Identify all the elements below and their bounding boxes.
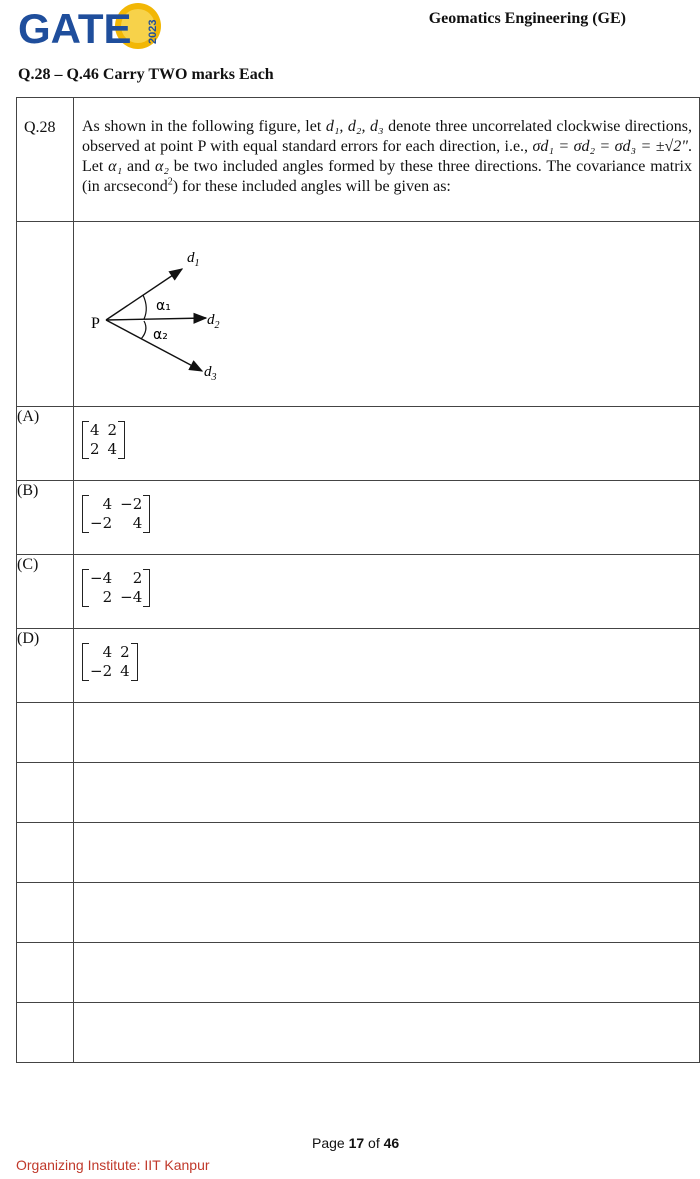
- option-row-d: [17, 629, 700, 703]
- option-label-d: (D): [17, 629, 74, 703]
- alpha1-arc: [143, 295, 146, 319]
- matrix-c: −4 2 2 −4: [82, 569, 150, 607]
- matrix-a: 4 2 2 4: [82, 421, 125, 459]
- point-p-label: P: [91, 315, 100, 332]
- blank-row: [17, 703, 700, 763]
- option-row-a: [17, 407, 700, 481]
- option-c[interactable]: [74, 555, 700, 629]
- question-number: Q.28: [17, 98, 74, 222]
- option-label-c: (C): [17, 555, 74, 629]
- figure-row: [17, 222, 700, 407]
- logo-text: GATE: [18, 5, 132, 52]
- blank-row: [17, 943, 700, 1003]
- blank-row: [17, 763, 700, 823]
- d2-label: $d_2$: [207, 312, 220, 331]
- question-row: [17, 98, 700, 222]
- blank-row: [17, 1003, 700, 1063]
- question-table: [16, 97, 700, 1063]
- paper-title: Geomatics Engineering (GE): [428, 10, 626, 27]
- option-label-a: (A): [17, 407, 74, 481]
- d1-label: $d_1$: [187, 250, 200, 269]
- matrix-b: 4 −2 −2 4: [82, 495, 150, 533]
- d2-arrow: [106, 318, 206, 320]
- logo-year: 2023: [147, 19, 159, 44]
- organizing-institute: Organizing Institute: IIT Kanpur: [16, 1157, 210, 1173]
- d3-label: $d_3$: [204, 364, 217, 383]
- option-row-c: [17, 555, 700, 629]
- direction-figure: [74, 222, 700, 407]
- alpha2-label: α₂: [153, 327, 168, 343]
- option-label-b: (B): [17, 481, 74, 555]
- matrix-d: 4 2 −2 4: [82, 643, 138, 681]
- figure-svg: [74, 222, 700, 406]
- alpha1-label: α₁: [156, 298, 171, 314]
- option-d[interactable]: [74, 629, 700, 703]
- option-b[interactable]: [74, 481, 700, 555]
- blank-row: [17, 823, 700, 883]
- question-text: As shown in the following figure, let d₁, d₂, d₃ denote three uncorrelated clockwise directions, observed at point P with equal standard errors for each direction, i.e., σd₁ = σd₂ = σd₃ = ±√2". Let α₁ and α₂ be two included angles formed by these three directions. The covariance matrix (in arcsecond$^2$) for these included angles will be given as:: [74, 98, 700, 222]
- direction-vars: d₁, d₂, d₃: [325, 118, 384, 135]
- option-row-b: [17, 481, 700, 555]
- sigma-equation: σd₁ = σd₂ = σd₃ = ±√2": [532, 138, 689, 155]
- section-heading: Q.28 – Q.46 Carry TWO marks Each: [18, 66, 274, 83]
- gate-logo: [18, 2, 168, 54]
- option-a[interactable]: [74, 407, 700, 481]
- blank-row: [17, 883, 700, 943]
- alpha2-arc: [141, 321, 146, 339]
- page-number: Page 17 of 46: [312, 1135, 400, 1151]
